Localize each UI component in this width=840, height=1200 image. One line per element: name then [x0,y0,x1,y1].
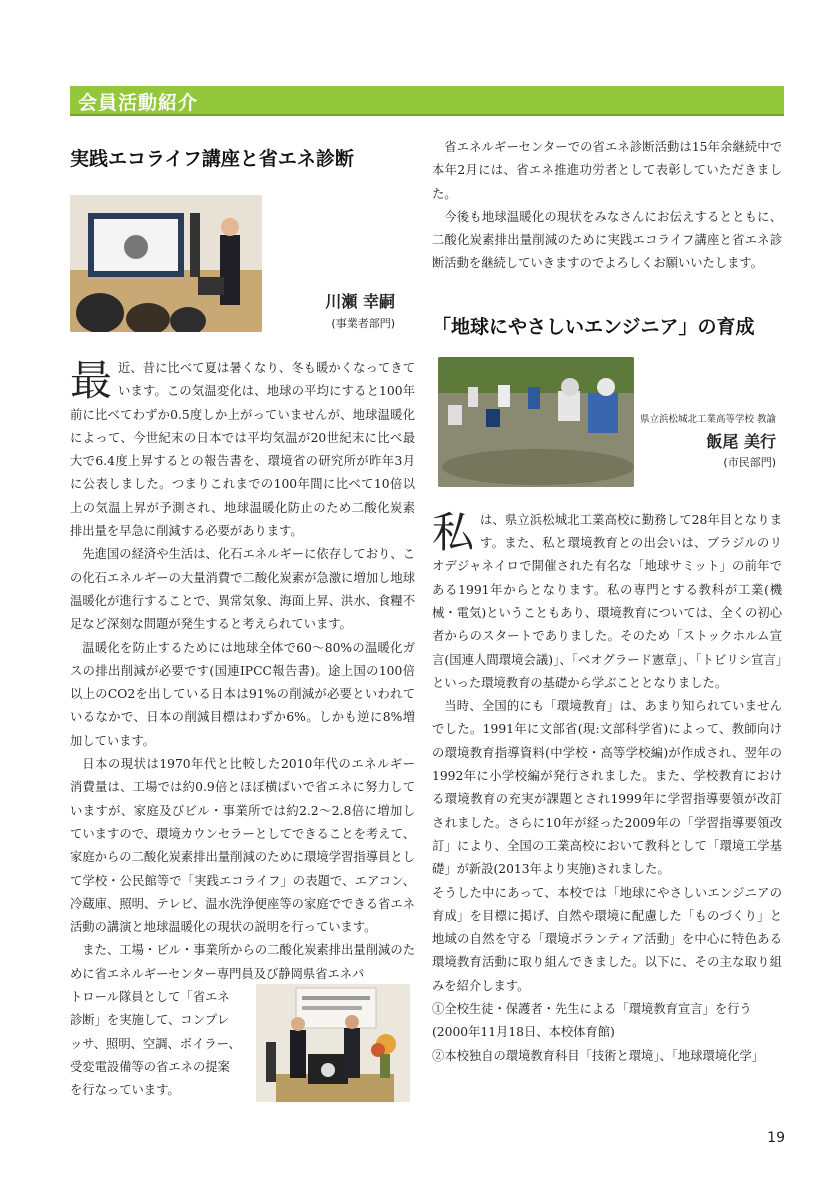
left-paragraph-5-line: を行なっています。 [70,1083,180,1098]
section-title: 会員活動紹介 [78,92,199,114]
section-banner [70,86,784,116]
left-paragraph-5-line: トロール隊員として「省エネ [70,990,230,1005]
right-author-affiliation: 県立浜松城北工業高等学校 教諭 [639,413,776,425]
left-paragraph-5-line: ッサ、照明、空調、ボイラー、 [70,1036,241,1051]
right-article-title: 「地球にやさしいエンジニア」の育成 [432,315,755,338]
left-paragraph-1: 近、昔に比べて夏は暑くなり、冬も暖かくなってきています。この気温変化は、地球の平均にすると100年前に比べてわずか0.5度しか上がっていませんが、地球温暖化によって、今世紀末の日本では平均気温が20世紀末に比べ最大で6.4度上昇するとの報告書を、環境省の研究所が昨年3月に公表しました。つまりこれまでの100年間に比べて10倍以上の気温上昇が予測され、地球温暖化防止のため二酸化炭素排出量を早急に削減する必要があります。 [70,361,415,539]
left-article-title: 実践エコライフ講座と省エネ診断 [70,148,354,170]
left-column [70,130,415,1103]
right-author-name: 飯尾 美行 [706,431,776,451]
right-column [432,130,782,1068]
left-paragraph-4: 日本の現状は1970年代と比較した2010年代のエネルギー消費量は、工場では約0.9倍とほぼ横ばいで省エネに努力していますが、家庭及びビル・事業所では約2.2〜2.8倍に増加していますので、環境カウンセラーとしてできることを考えて、家庭からの二酸化炭素排出量削減のために環境学習指導員として学校・公民館等で「実践エコライフ」の表題で、エアコン、冷蔵庫、照明、テレビ、温水洗浄便座等の家庭でできる省エネ活動の講演と地球温暖化の現状の説明を行っています。 [70,757,415,935]
right-author-dept: (市民部門) [723,455,776,469]
right-paragraph-3: そうした中にあって、本校では「地球にやさしいエンジニアの育成」を目標に掲げ、自然や環境に配慮した「ものづくり」と地域の自然を守る「環境ボランティア活動」を中心に特色ある環境教育活動に取り組んできました。以下に、その主な取り組みを紹介します。 [432,885,782,993]
award-photo [256,984,410,1102]
left-author-dept: (事業者部門) [331,317,395,330]
right-top-paragraph-2: 今後も地球温暖化の現状をみなさんにお伝えするとともに、二酸化炭素排出量削減のために実践エコライフ講座と省エネ診断活動を継続していきますのでよろしくお願いいたします。 [432,209,782,271]
left-dropcap: 最 [70,356,113,405]
left-paragraph-5: また、工場・ビル・事業所からの二酸化炭素排出量削減のために省エネルギーセンター専門員及び静岡県省エネパ [70,943,415,981]
left-paragraph-2: 先進国の経済や生活は、化石エネルギーに依存しており、この化石エネルギーの大量消費で二酸化炭素が急激に増加し地球温暖化が進行することで、異常気象、海面上昇、洪水、食糧不足など深刻な問題が発生すると考えられています。 [70,547,415,632]
lecture-photo [70,195,262,332]
page-number: 19 [767,1130,785,1146]
right-paragraph-1: は、県立浜松城北工業高校に勤務して28年目となります。また、私と環境教育との出会いは、ブラジルのリオデジャネイロで開催された有名な「地球サミット」の前年である1991年からとなります。私の専門とする教科が工業(機械・電気)ということもあり、環境教育については、全くの初心者からのスタートでありました。そのため「ストックホルム宣言(国連人間環境会議)」、「ベオグラード憲章」、「トビリシ宣言」といった環境教育の基礎から学ぶこととなりました。 [432,512,782,690]
left-author-name: 川瀬 幸嗣 [325,292,395,311]
right-list-item-1-date: (2000年11月18日、本校体育館) [432,1025,615,1040]
right-dropcap: 私 [432,507,475,557]
left-paragraph-5-line: 診断」を実施して、コンプレ [70,1013,230,1028]
right-list-item-1: ①全校生徒・保護者・先生による「環境教育宣言」を行う [432,1002,752,1017]
right-top-paragraph-1: 省エネルギーセンターでの省エネ診断活動は15年余継続中で本年2月には、省エネ推進功労者として表彰していただきました。 [432,140,782,201]
left-paragraph-3: 温暖化を防止するためには地球全体で60〜80%の温暖化ガスの排出削減が必要です(国連IPCC報告書)。途上国の100倍以上のCO2を出している日本は91%の削減が必要といわれているなかで、日本の削減目標はわずか6%。しかも逆に8%増加しています。 [70,640,415,748]
left-paragraph-5-line: 受変電設備等の省エネの提案 [70,1059,230,1074]
right-list-item-2: ②本校独自の環境教育科目「技術と環境」、「地球環境化学」 [432,1048,765,1063]
right-article-body [432,509,782,1068]
right-paragraph-2: 当時、全国的にも「環境教育」は、あまり知られていませんでした。1991年に文部省(現:文部科学省)によって、教師向けの環境教育指導資料(中学校・高等学校編)が作成され、翌年の1992年に小学校編が発行されました。また、学校教育における環境教育の充実が課題とされ1999年に学習指導要領が改訂されました。さらに10年が経った2009年の「学習指導要領改訂」により、全国の工業高校において教科として「環境工学基礎」が新設(2013年より実施)されました。 [432,699,782,877]
left-article-body [70,357,415,1103]
rice-planting-photo [438,357,634,487]
